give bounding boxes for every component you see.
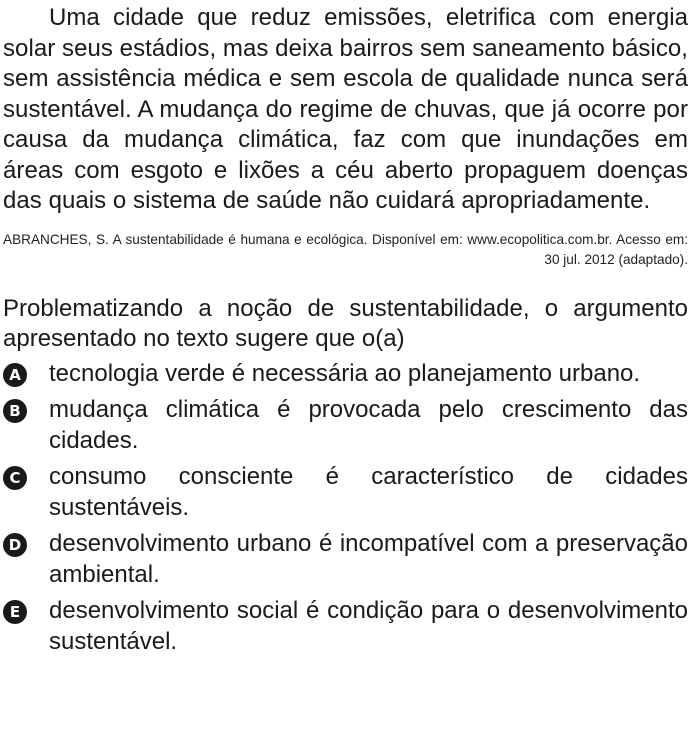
option-letter-c-icon: C [3, 466, 27, 490]
option-text-d: desenvolvimento urbano é incompatível com a preservação ambiental. [49, 530, 688, 588]
option-letter-b-icon: B [3, 399, 27, 423]
option-text-c: consumo consciente é característico de cidades sustentáveis. [49, 463, 688, 521]
option-text-e: desenvolvimento social é condição para o desenvolvimento sustentável. [49, 597, 688, 655]
option-c[interactable] [3, 462, 688, 523]
option-text-a: tecnologia verde é necessária ao planejamento urbano. [49, 359, 641, 387]
answer-options [3, 359, 688, 658]
option-letter-a-icon: A [3, 363, 27, 387]
option-letter-d-icon: D [3, 533, 27, 557]
option-text-b: mudança climática é provocada pelo crescimento das cidades. [49, 396, 688, 454]
source-citation: ABRANCHES, S. A sustentabilidade é humana e ecológica. Disponível em: www.ecopolitica.com.br. Acesso em: 30 jul. 2012 (adaptado). [3, 231, 688, 267]
option-d[interactable] [3, 529, 688, 590]
passage-text: Uma cidade que reduz emissões, eletrifica com energia solar seus estádios, mas deixa bairros sem saneamento básico, sem assistência médica e sem escola de qualidade nunca será sustentável. A mudança do regime de chuvas, que já ocorre por causa da mudança climática, faz com que inundações em áreas com esgoto e lixões a céu aberto propaguem doenças das quais o sistema de saúde não cuidará apropriadamente. [3, 4, 688, 214]
option-e[interactable] [3, 596, 688, 657]
option-b[interactable] [3, 395, 688, 456]
option-letter-e-icon: E [3, 600, 27, 624]
question-stem: Problematizando a noção de sustentabilidade, o argumento apresentado no texto sugere que o(a) [3, 294, 688, 352]
option-a[interactable] [3, 359, 688, 390]
